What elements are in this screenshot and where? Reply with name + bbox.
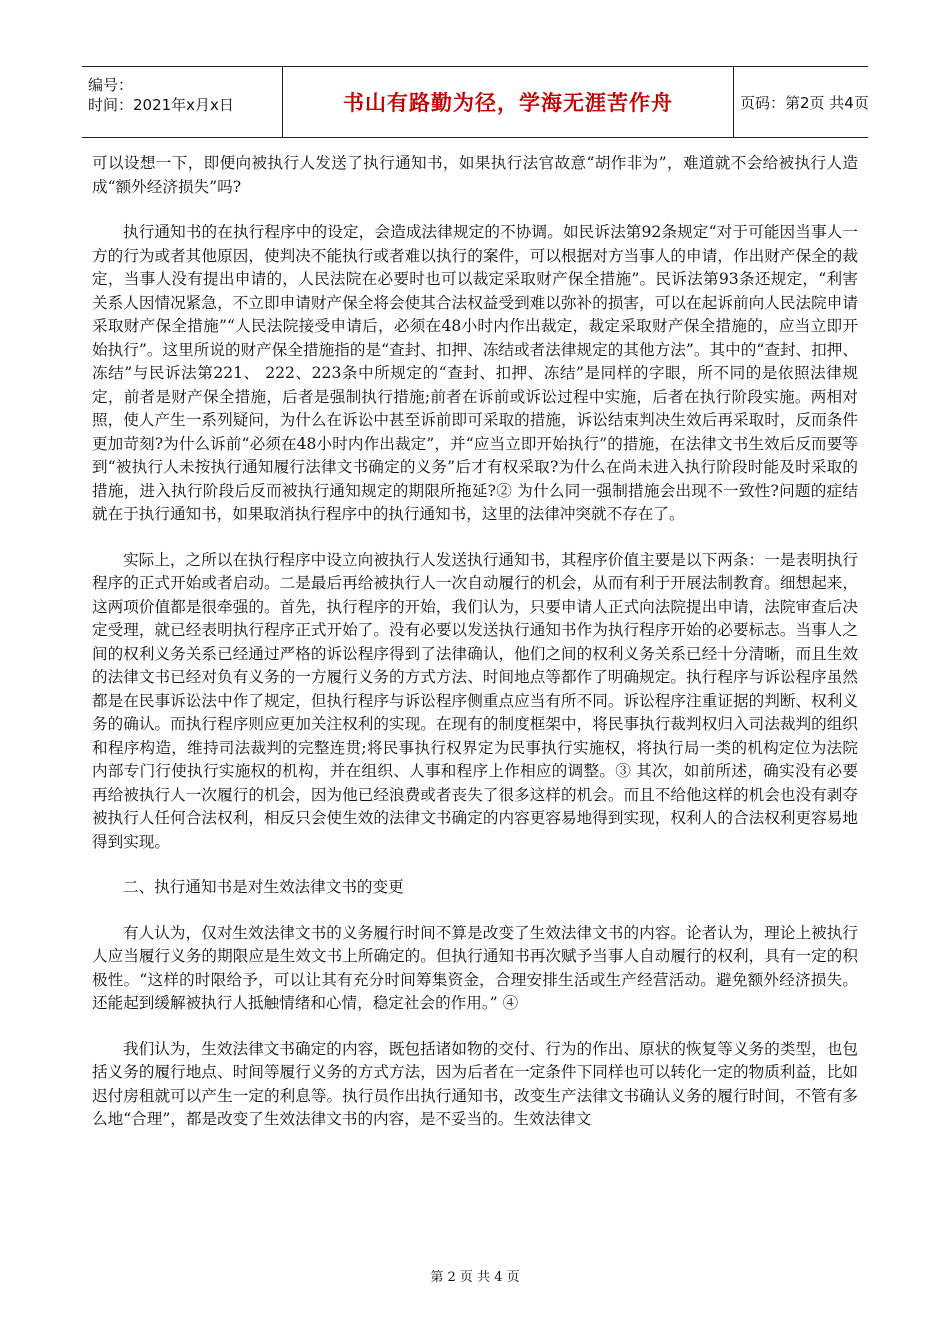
page-header <box>82 66 868 138</box>
document-number-label: 编号： <box>88 76 134 94</box>
page-footer <box>0 1266 950 1285</box>
body-paragraph: 实际上，之所以在执行程序中设立向被执行人发送执行通知书，其程序价值主要是以下两条：一是表明执行程序的正式开始或者启动。二是最后再给被执行人一次自动履行的机会，从而有利于开展法制教育。细想起来，这两项价值都是很牵强的。首先，执行程序的开始，我们认为，只要申请人正式向法院提出申请，法院审查后决定受理，就已经表明执行程序正式开始了。没有必要以发送执行通知书作为执行程序开始的必要标志。当事人之间的权利义务关系已经通过严格的诉讼程序得到了法律确认，他们之间的权利义务关系已经十分清晰，而且生效的法律文书已经对负有义务的一方履行义务的方式方法、时间地点等都作了明确规定。执行程序与诉讼程序虽然都是在民事诉讼法中作了规定，但执行程序与诉讼程序侧重点应当有所不同。诉讼程序注重证据的判断、权利义务的确认。而执行程序则应更加关注权利的实现。在现有的制度框架中，将民事执行裁判权归入司法裁判的组织和程序构造，维持司法裁判的完整连贯;将民事执行权界定为民事执行实施权，将执行局一类的机构定位为法院内部专门行使执行实施权的机构，并在组织、人事和程序上作相应的调整。③ 其次，如前所述，确实没有必要再给被执行人一次履行的机会，因为他已经浪费或者丧失了很多这样的机会。而且不给他这样的机会也没有剥夺被执行人任何合法权利，相反只会使生效的法律文书确定的内容更容易地得到实现，权利人的合法权利更容易地得到实现。 <box>92 550 858 851</box>
footer-page-number: 第 2 页 共 4 页 <box>430 1270 520 1285</box>
document-time-label: 时间：2021年x月x日 <box>88 96 234 114</box>
header-meta <box>88 75 234 115</box>
body-paragraph: 有人认为，仅对生效法律文书的义务履行时间不算是改变了生效法律文书的内容。论者认为，理论上被执行人应当履行义务的期限应是生效文书上所确定的。但执行通知书再次赋予当事人自动履行的权利，具有一定的积极性。“这样的时限给予，可以让其有充分时间筹集资金，合理安排生活或生产经营活动。避免额外经济损失。还能起到缓解被执行人抵触情绪和心情，稳定社会的作用。” ④ <box>92 923 858 1012</box>
body-paragraph: 可以设想一下，即便向被执行人发送了执行通知书，如果执行法官故意“胡作非为”，难道就不会给被执行人造成“额外经济损失”吗? <box>92 154 858 196</box>
document-body <box>92 152 858 1154</box>
body-paragraph: 执行通知书的在执行程序中的设定，会造成法律规定的不协调。如民诉法第92条规定“对于可能因当事人一方的行为或者其他原因，使判决不能执行或者难以执行的案件，可以根据对方当事人的申请，作出财产保全的裁定，当事人没有提出申请的，人民法院在必要时也可以裁定采取财产保全措施”。民诉法第93条还规定，“利害关系人因情况紧急，不立即申请财产保全将会使其合法权益受到难以弥补的损害，可以在起诉前向人民法院申请采取财产保全措施”“人民法院接受申请后，必须在48小时内作出裁定，裁定采取财产保全措施的，应当立即开始执行”。这里所说的财产保全措施指的是“查封、扣押、冻结或者法律规定的其他方法”。其中的“查封、扣押、冻结”与民诉法第221、 222、223条中所规定的“查封、扣押、冻结”是同样的字眼，所不同的是依照法律规定，前者是财产保全措施，后者是强制执行措施;前者在诉前或诉讼过程中实施，后者在执行阶段实施。两相对照，使人产生一系列疑问，为什么在诉讼中甚至诉前即可采取的措施，诉讼结束判决生效后再采取时，反而条件更加苛刻?为什么诉前“必须在48小时内作出裁定”，并“应当立即开始执行”的措施，在法律文书生效后反而要等到“被执行人未按执行通知履行法律文书确定的义务”后才有权采取?为什么在尚未进入执行阶段时能及时采取的措施，进入执行阶段后反而被执行通知规定的期限所拖延?② 为什么同一强制措施会出现不一致性?问题的症结就在于执行通知书，如果取消执行程序中的执行通知书，这里的法律冲突就不存在了。 <box>92 223 858 523</box>
header-motto: 书山有路勤为径，学海无涯苦作舟 <box>282 67 734 137</box>
section-heading: 二、执行通知书是对生效法律文书的变更 <box>123 878 404 896</box>
header-page-number: 页码：第2页 共4页 <box>740 93 869 112</box>
body-paragraph: 我们认为，生效法律文书确定的内容，既包括诸如物的交付、行为的作出、原状的恢复等义务的类型，也包括义务的履行地点、时间等履行义务的方式方法，因为后者在一定条件下同样也可以转化一定的物质利益，比如迟付房租就可以产生一定的利息等。执行员作出执行通知书，改变生产法律文书确认义务的履行时间，不管有多么地“合理”，都是改变了生效法律文书的内容，是不妥当的。生效法律文 <box>92 1039 858 1128</box>
